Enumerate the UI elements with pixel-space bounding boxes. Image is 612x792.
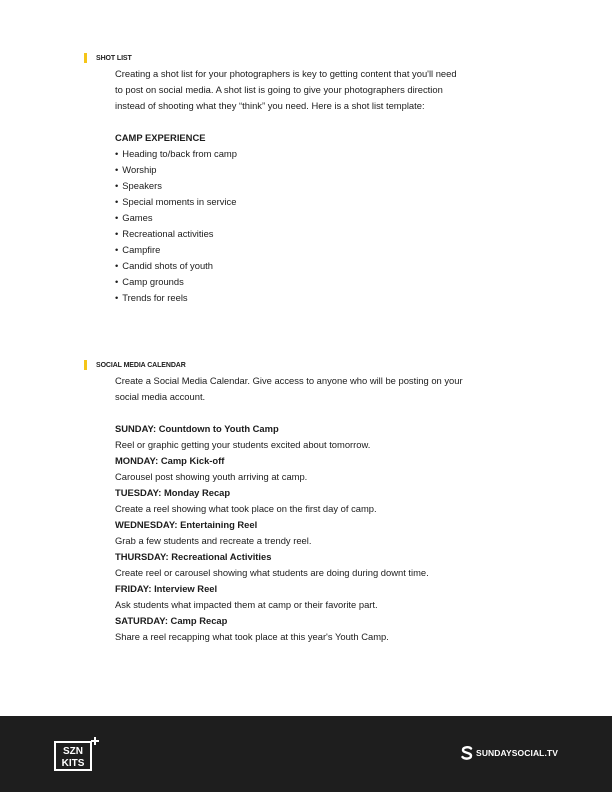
day-title-thursday: THURSDAY: Recreational Activities [115, 551, 272, 562]
calendar-title: SOCIAL MEDIA CALENDAR [96, 361, 186, 369]
list-item: • Trends for reels [115, 290, 535, 306]
list-item: • Worship [115, 162, 535, 178]
svg-text:KITS: KITS [61, 758, 85, 769]
list-item: • Candid shots of youth [115, 258, 535, 274]
page-footer [0, 716, 612, 792]
shot-list-intro-line: Creating a shot list for your photographers is key to getting content that you'll need [115, 68, 457, 79]
shot-list-header [84, 53, 132, 63]
day-title-wednesday: WEDNESDAY: Entertaining Reel [115, 519, 258, 530]
shot-list-intro-line: instead of shooting what they “think” you need. Here is a shot list template: [115, 100, 425, 111]
list-item: • Campfire [115, 242, 535, 258]
list-item: • Recreational activities [115, 226, 535, 242]
day-desc-wednesday: Grab a few students and recreate a trendy reel. [115, 535, 312, 546]
shot-list-intro-line: to post on social media. A shot list is going to give your photographers direction [115, 84, 443, 95]
section-accent-bar [84, 360, 87, 370]
list-item: • Camp grounds [115, 274, 535, 290]
shot-list-title: SHOT LIST [96, 54, 132, 62]
shot-list-items [115, 146, 535, 306]
calendar-intro-line: social media account. [115, 391, 206, 402]
calendar-intro-line: Create a Social Media Calendar. Give access to anyone who will be posting on your [115, 375, 463, 386]
szn-kits-logo-icon [54, 737, 100, 771]
list-item: • Heading to/back from camp [115, 146, 535, 162]
day-title-saturday: SATURDAY: Camp Recap [115, 615, 228, 626]
calendar-header [84, 360, 186, 370]
shot-list-body [115, 66, 535, 306]
day-desc-tuesday: Create a reel showing what took place on the first day of camp. [115, 503, 377, 514]
szn-kits-logo [54, 737, 100, 771]
camp-experience-subheading: CAMP EXPERIENCE [115, 132, 206, 143]
day-title-tuesday: TUESDAY: Monday Recap [115, 487, 231, 498]
sundaysocial-s-icon [461, 746, 473, 760]
day-desc-saturday: Share a reel recapping what took place at this year's Youth Camp. [115, 631, 389, 642]
sundaysocial-logo [461, 746, 558, 760]
calendar-body [115, 373, 535, 645]
day-title-sunday: SUNDAY: Countdown to Youth Camp [115, 423, 279, 434]
svg-text:SZN: SZN [63, 746, 83, 757]
day-desc-monday: Carousel post showing youth arriving at camp. [115, 471, 308, 482]
list-item: • Games [115, 210, 535, 226]
sundaysocial-url: SUNDAYSOCIAL.TV [476, 748, 558, 758]
list-item: • Speakers [115, 178, 535, 194]
day-desc-friday: Ask students what impacted them at camp or their favorite part. [115, 599, 378, 610]
section-accent-bar [84, 53, 87, 63]
day-title-friday: FRIDAY: Interview Reel [115, 583, 218, 594]
day-desc-thursday: Create reel or carousel showing what students are doing during downt time. [115, 567, 429, 578]
day-title-monday: MONDAY: Camp Kick-off [115, 455, 225, 466]
list-item: • Special moments in service [115, 194, 535, 210]
day-desc-sunday: Reel or graphic getting your students excited about tomorrow. [115, 439, 371, 450]
